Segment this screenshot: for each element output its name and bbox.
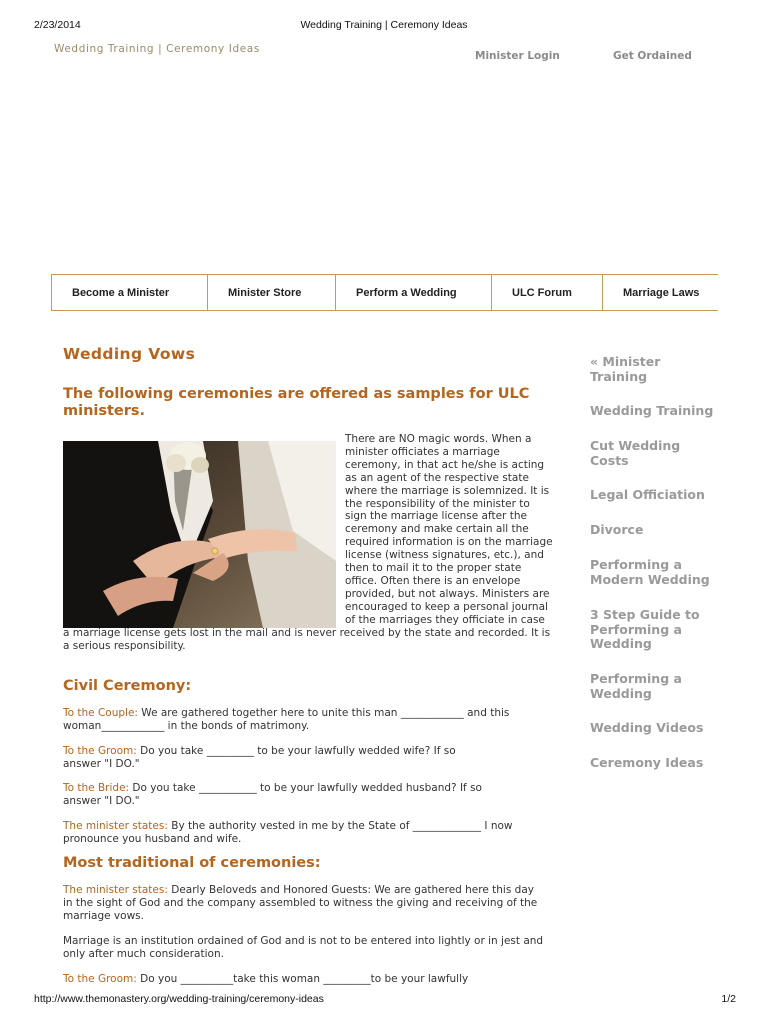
get-ordained-link[interactable]: Get Ordained [613,50,692,62]
vow-text: Marriage is an institution ordained of God and is not to be entered into lightly or in jest and only after much consideration. [63,935,544,960]
nav-become-minister[interactable] [52,275,208,311]
minister-login-link[interactable]: Minister Login [475,50,560,62]
speaker-label: To the Groom: [63,745,137,757]
vow-text: Do you __________take this woman _________to be your lawfully [140,973,469,985]
civil-bride-line [63,782,523,808]
traditional-ceremony-heading: Most traditional of ceremonies: [63,855,321,871]
vow-text: Do you take ___________ to be your lawfully wedded husband? If so answer "I DO." [63,782,482,807]
nav-ulc-forum[interactable] [492,275,603,311]
nav-minister-store[interactable] [208,275,336,311]
vow-text: Do you take _________ to be your lawfully wedded wife? If so answer "I DO." [63,745,456,770]
sidebar-link-cut-costs[interactable]: Cut Wedding Costs [590,438,681,468]
speaker-label: To the Couple: [63,707,138,719]
print-title: Wedding Training | Ceremony Ideas [300,19,468,31]
print-date: 2/23/2014 [34,19,81,31]
sidebar-link-3-step-guide[interactable]: 3 Step Guide to Performing a Wedding [590,607,700,651]
sidebar-link-modern-wedding[interactable]: Performing a Modern Wedding [590,557,710,587]
nav-label: ULC Forum [512,287,572,299]
nav-label: Marriage Laws [623,287,700,299]
site-title-link[interactable]: Wedding Training | Ceremony Ideas [54,43,260,55]
article-subheading: The following ceremonies are offered as samples for ULC ministers. [63,386,530,419]
vow-text: We are gathered together here to unite this man ____________ and this woman____________ in the bonds of matrimony. [63,707,510,732]
sidebar-link-performing-wedding[interactable]: Performing a Wedding [590,671,682,701]
print-url: http://www.themonastery.org/wedding-training/ceremony-ideas [34,993,324,1005]
speaker-label: The minister states: [63,820,168,832]
article [63,345,553,985]
vow-text: Dearly Beloveds and Honored Guests: We are gathered here this day in the sight of God and the company assembled to witness the giving and receiving of the marriage vows. [63,884,538,922]
speaker-label: To the Groom: [63,973,137,985]
nav-perform-wedding[interactable] [336,275,492,311]
sidebar-link-minister-training[interactable]: « Minister Training [590,354,661,384]
intro-paragraph: There are NO magic words. When a minister officiates a marriage ceremony, in that act he/she is acting as an agent of the respective state where the marriage is solemnized. It is the responsibility of the minister to sign the marriage license after the ceremony and make certain all the required information is on the marriage license (witness signatures, etc.), and then to mail it to the proper state office. Often there is an envelope provided, but not always. Ministers are encouraged to keep a personal journal of the marriages they officiate in case a marriage license gets lost in the mail and is never received by the state and recorded. It is a serious responsibility. [63,433,553,652]
page-heading: Wedding Vows [63,345,196,363]
civil-ceremony-heading: Civil Ceremony: [63,678,192,694]
nav-label: Minister Store [228,287,302,299]
sidebar-link-divorce[interactable]: Divorce [590,522,644,537]
sidebar-link-legal-officiation[interactable]: Legal Officiation [590,487,705,502]
civil-couple-line [63,707,553,733]
speaker-label: The minister states: [63,884,168,896]
traditional-groom-line [63,973,553,986]
traditional-marriage-line [63,935,553,961]
traditional-minister-line [63,884,538,923]
photo-spacer [63,433,345,623]
nav-marriage-laws[interactable] [603,275,719,311]
sidebar-link-wedding-videos[interactable]: Wedding Videos [590,720,704,735]
civil-minister-line [63,820,553,846]
sidebar-link-ceremony-ideas[interactable]: Ceremony Ideas [590,755,704,770]
speaker-label: To the Bride: [63,782,130,794]
sidebar-link-wedding-training[interactable]: Wedding Training [590,403,714,418]
vow-text: By the authority vested in me by the State of _____________ I now pronounce you husband and wife. [63,820,513,845]
nav-label: Become a Minister [72,287,170,299]
main-navbar [51,274,718,311]
print-page-number: 1/2 [721,993,736,1005]
nav-label: Perform a Wedding [356,287,457,299]
civil-groom-line [63,745,493,771]
